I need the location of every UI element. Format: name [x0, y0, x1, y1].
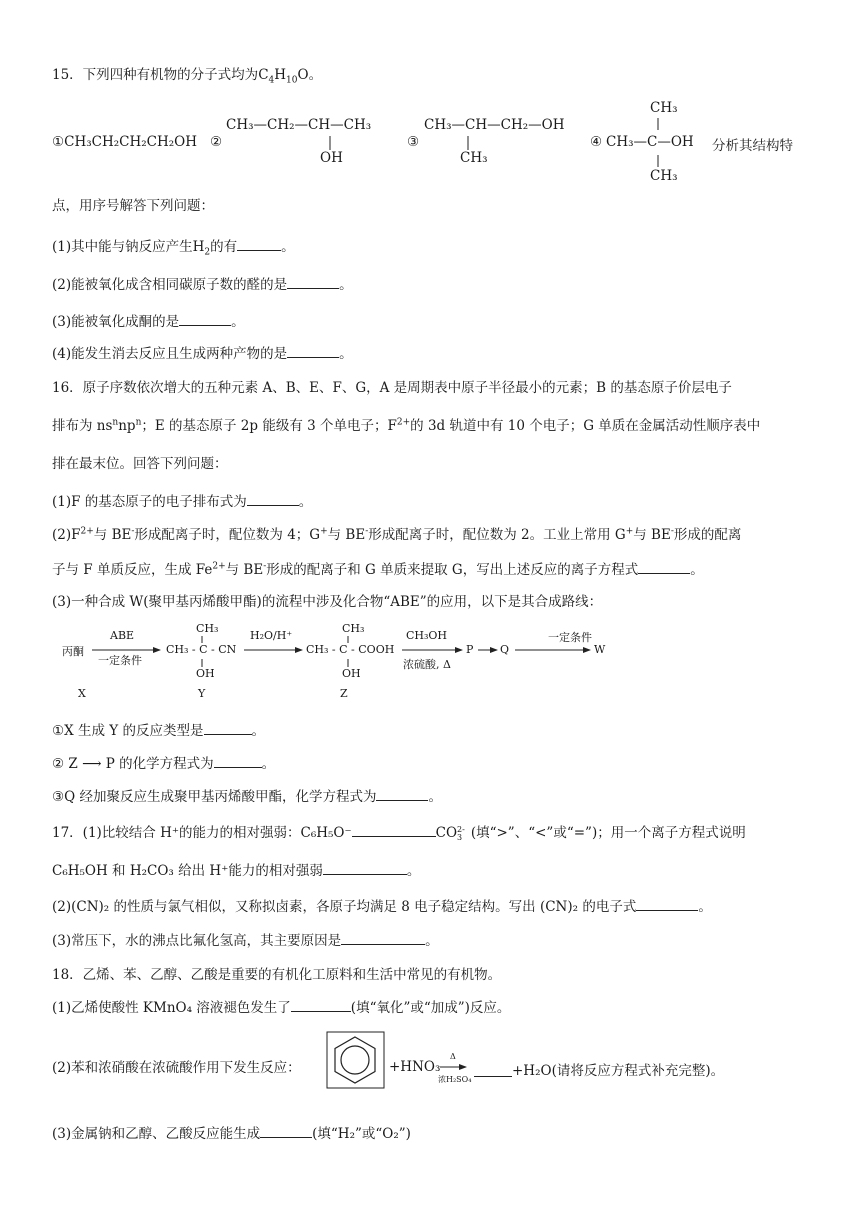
route-start: 丙酮: [62, 645, 84, 658]
route-arrow2-top: H₂O/H⁺: [250, 629, 293, 642]
q16-part2-line2: 子与 F 单质反应，生成 $Fe^{2+}$与 BE-形成的配离子和 G 单质来提取 G，写出上述反应的离子方程式 。: [52, 559, 704, 579]
q15-item4-num: ④: [590, 134, 603, 150]
q15-tail: 分析其结构特: [712, 138, 793, 154]
route-label-y: Y: [198, 687, 206, 700]
q15-item4-bottom: CH₃: [650, 168, 678, 184]
q16-line2: 排布为 $ns^nnp^n$；E 的基态原子 2p 能级有 3 个单电子；$F^{2+}$的 3d 轨道中有 10 个电子；G 单质在金属活动性顺序表中: [52, 417, 761, 434]
q16-line1: 16．原子序数依次增大的五种元素 A、B、E、F、G，A 是周期表中原子半径最小的元素；B 的基态原子价层电子: [52, 380, 732, 396]
q15-intro: 15．下列四种有机物的分子式均为$C_4H_{10}O$。: [52, 67, 323, 86]
route-y-oh: OH: [196, 667, 215, 680]
q16-line3: 排在最末位。回答下列问题：: [52, 456, 228, 472]
q15-item2-num: ②: [210, 134, 223, 150]
q16-part3: (3)一种合成 W(聚甲基丙烯酸甲酯)的流程中涉及化合物“ABE”的应用，以下是其合成路线：: [52, 594, 603, 610]
q15-item4-top: CH₃: [650, 100, 678, 116]
q15-part1: (1)其中能与钠反应产生$H_2$的有 。: [52, 236, 295, 256]
route-label-z: Z: [340, 687, 348, 700]
route-arrow3-top: CH₃OH: [406, 629, 448, 642]
q18-hno3: +HNO₃: [389, 1059, 441, 1075]
q16-sub3: ③Q 经加聚反应生成聚甲基丙烯酸甲酯，化学方程式为 。: [52, 786, 442, 806]
q18-arrow-top: Δ: [450, 1052, 456, 1061]
route-label-x: X: [78, 687, 86, 700]
route-z-ch3: CH₃: [342, 622, 365, 635]
q16-sub2: ② Z ⟶ P 的化学方程式为 。: [52, 753, 275, 773]
q18-part1: (1)乙烯使酸性 KMnO₄ 溶液褪色发生了 (填“氧化”或“加成”)反应。: [52, 997, 510, 1017]
answer-blank[interactable]: [260, 1123, 312, 1138]
q18-part2-label: (2)苯和浓硝酸在浓硫酸作用下发生反应：: [52, 1060, 301, 1076]
q15-item3-ch3: CH₃: [460, 150, 488, 166]
q17-line1: 17．(1)比较结合 H⁺的能力的相对强弱：C₆H₅O⁻ CO2- 3 (填“>”、“<”或“=”)；用一个离子方程式说明: [52, 822, 746, 842]
q15-item2-oh: OH: [320, 150, 343, 166]
q15-item3-main: CH₃—CH—CH₂—OH: [424, 117, 565, 133]
route-arrow1-top: ABE: [110, 629, 135, 642]
q17-line2: C₆H₅OH 和 H₂CO₃ 给出 H⁺能力的相对强弱 。: [52, 860, 420, 880]
answer-blank[interactable]: [474, 1062, 512, 1077]
route-z-oh: OH: [342, 667, 361, 680]
q15-tail-b: 点，用序号解答下列问题：: [52, 198, 214, 214]
route-q: Q: [500, 643, 510, 656]
route-y-ch3: CH₃: [196, 622, 219, 635]
q15-item3-num: ③: [407, 134, 420, 150]
route-y-main: CH₃ - C - CN: [166, 643, 237, 656]
q17-part2: (2)(CN)₂ 的性质与氯气相似，又称拟卤素，各原子均满足 8 电子稳定结构。写出 (CN)₂ 的电子式 。: [52, 896, 712, 916]
q18-line1: 18．乙烯、苯、乙醇、乙酸是重要的有机化工原料和生活中常见的有机物。: [52, 967, 502, 983]
q16-part2: $(2)F^{2+}$与 BE-形成配离子时，配位数为 4；G+与 BE-形成配离子时，配位数为 2。工业上常用 G+与 BE-形成的配离: [52, 526, 742, 543]
q15-item4-main: CH₃—C—OH: [606, 134, 694, 150]
q16-part1: (1)F 的基态原子的电子排布式为 。: [52, 491, 312, 511]
q16-sub1: ①X 生成 Y 的反应类型是 。: [52, 720, 265, 740]
q15-part3: (3)能被氧化成酮的是 。: [52, 311, 245, 331]
q18-part2-tail: +H₂O(请将反应方程式补充完整)。: [512, 1063, 725, 1079]
q15-item1: ①CH₃CH₂CH₂CH₂OH: [52, 134, 198, 150]
q15-part4: (4)能发生消去反应且生成两种产物的是 。: [52, 343, 353, 363]
route-z-main: CH₃ - C - COOH: [306, 643, 395, 656]
route-arrow5-top: 一定条件: [548, 631, 592, 644]
q15-item2-main: CH₃—CH₂—CH—CH₃: [226, 117, 372, 133]
q15-part2: (2)能被氧化成含相同碳原子数的醛的是 。: [52, 274, 353, 294]
q18-part3: (3)金属钠和乙醇、乙酸反应能生成 (填“H₂”或“O₂”): [52, 1123, 411, 1143]
route-w: W: [594, 643, 606, 656]
route-arrow3-bottom: 浓硫酸, Δ: [403, 658, 451, 671]
q18-arrow-bottom: 浓H₂SO₄: [438, 1075, 472, 1084]
route-p: P: [466, 643, 474, 656]
route-arrow1-bottom: 一定条件: [98, 654, 142, 667]
q17-part3: (3)常压下，水的沸点比氟化氢高，其主要原因是 。: [52, 930, 439, 950]
